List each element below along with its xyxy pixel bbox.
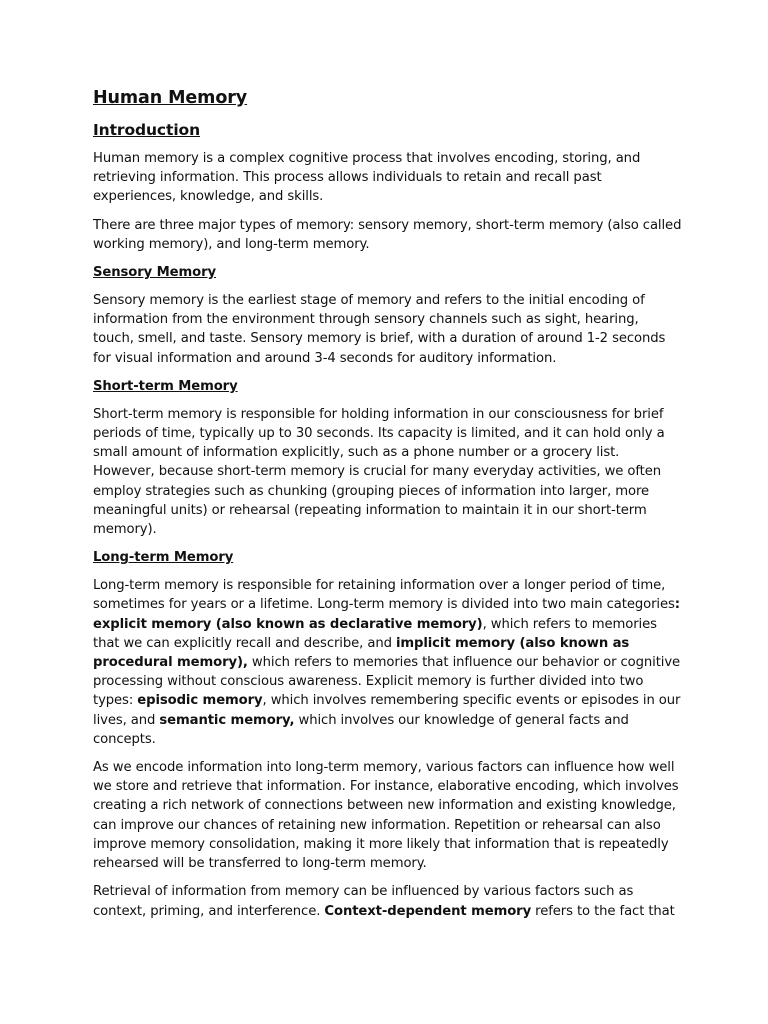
introduction-paragraph-2: There are three major types of memory: sensory memory, short-term memory (also called working memory), and long-term memory.: [93, 217, 682, 252]
long-term-memory-paragraph-1: [93, 576, 683, 749]
short-term-memory-paragraph: Short-term memory is responsible for holding information in our consciousness for brief periods of time, typically up to 30 seconds. Its capacity is limited, and it can hold only a small amount of information explicitly, such as a phone number or a grocery list. However, because short-term memory is crucial for many everyday activities, we often employ strategies such as chunking (grouping pieces of information into larger, more meaningful units) or rehearsal (repeating information to maintain it in our short-term memory).: [93, 406, 665, 538]
bold-run-explicit-memory: : explicit memory (also known as declarative memory): [93, 597, 680, 632]
introduction-paragraph-1: Human memory is a complex cognitive process that involves encoding, storing, and retrieving information. This process allows individuals to retain and recall past experiences, knowledge, and skills.: [93, 151, 641, 205]
introduction-heading: Introduction: [93, 121, 201, 139]
bold-run-implicit-memory: implicit memory (also known as procedural memory),: [93, 635, 630, 671]
bold-run-context-dependent-memory: Context-dependent memory: [324, 903, 532, 919]
text-run: which refers to memories that influence our behavior or cognitive processing without conscious awareness. Explicit memory is further divided into two types:: [93, 655, 681, 709]
text-run: refers to the fact that: [531, 903, 675, 919]
long-term-memory-paragraph-2: As we encode information into long-term memory, various factors can influence how well we store and retrieve that information. For instance, elaborative encoding, which involves creating a rich network of connections between new information and existing knowledge, can improve our chances of retaining new information. Repetition or rehearsal can also improve memory consolidation, making it more likely that information that is repeatedly rehearsed will be transferred to long-term memory.: [93, 760, 679, 872]
text-run: , which refers to memories that we can explicitly recall and describe, and: [93, 616, 657, 651]
bold-run-episodic-memory: episodic memory: [137, 693, 263, 709]
short-term-memory-heading: Short-term Memory: [93, 378, 238, 394]
sensory-memory-heading: Sensory Memory: [93, 265, 216, 281]
document-title: Human Memory: [93, 88, 248, 108]
sensory-memory-paragraph: Sensory memory is the earliest stage of memory and refers to the initial encoding of information from the environment through sensory channels such as sight, hearing, touch, smell, and taste. Sensory memory is brief, with a duration of around 1-2 seconds for visual information and around 3-4 seconds for auditory information.: [93, 293, 666, 366]
text-run: Retrieval of information from memory can be influenced by various factors such as context, priming, and interference.: [93, 884, 634, 919]
text-run: , which involves remembering specific events or episodes in our lives, and: [93, 693, 681, 728]
long-term-memory-paragraph-3: [93, 882, 683, 920]
bold-run-semantic-memory: semantic memory,: [159, 712, 295, 728]
text-run: Long-term memory is responsible for retaining information over a longer period of time, sometimes for years or a lifetime. Long-term memory is divided into two main categories: [93, 578, 675, 613]
text-run: which involves our knowledge of general facts and concepts.: [93, 712, 629, 747]
long-term-memory-heading: Long-term Memory: [93, 550, 234, 566]
document-page: [93, 86, 683, 930]
